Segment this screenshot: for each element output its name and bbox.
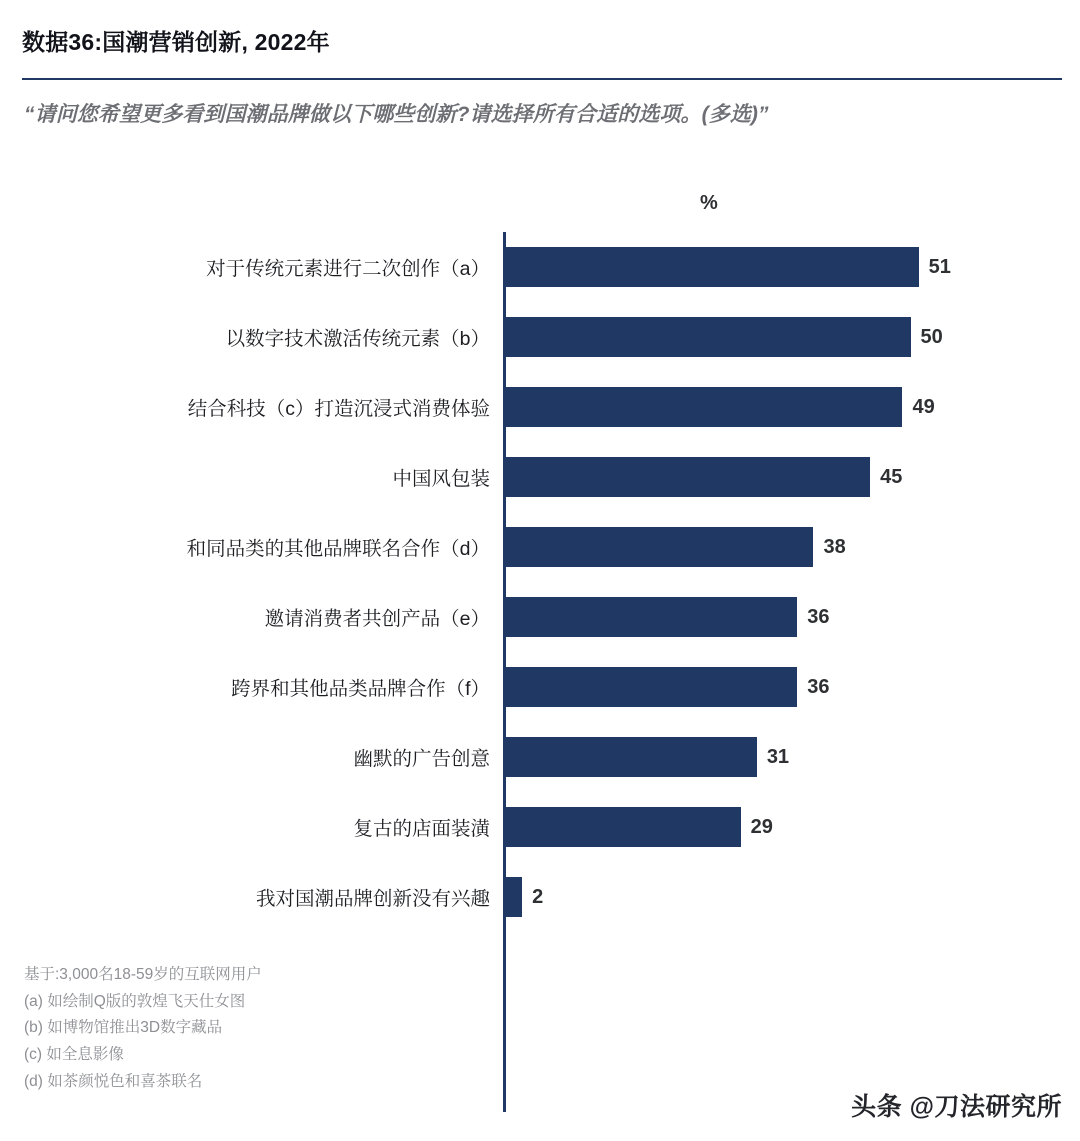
category-label: 复古的店面装潢 <box>353 818 490 840</box>
category-label: 对于传统元素进行二次创作（a） <box>206 258 490 280</box>
bar <box>506 317 911 357</box>
watermark <box>851 1087 1062 1123</box>
bar-value-label: 51 <box>928 256 951 278</box>
footnote-line: (d) 如茶颜悦色和喜茶联名 <box>24 1072 203 1090</box>
bar-row <box>0 442 1080 512</box>
bar <box>506 737 757 777</box>
bar-rows <box>0 232 1080 932</box>
bar-chart <box>0 176 1080 946</box>
bar-container <box>506 722 789 792</box>
bar-value-label: 36 <box>807 606 830 628</box>
axis-unit-label: % <box>700 192 718 214</box>
bar-value-label: 2 <box>532 886 544 908</box>
footnote-line: (b) 如博物馆推出3D数字藏品 <box>24 1019 223 1037</box>
bar <box>506 387 902 427</box>
bar-row <box>0 722 1080 792</box>
bar-value-label: 50 <box>920 326 943 348</box>
category-label: 邀请消费者共创产品（e） <box>264 608 490 630</box>
bar-value-label: 29 <box>750 816 773 838</box>
bar-row <box>0 302 1080 372</box>
category-label: 结合科技（c）打造沉浸式消费体验 <box>187 398 490 420</box>
footnotes <box>24 962 784 1095</box>
watermark-name: 刀法研究所 <box>934 1093 1062 1121</box>
category-label: 我对国潮品牌创新没有兴趣 <box>255 888 490 910</box>
bar <box>506 667 797 707</box>
category-label: 中国风包装 <box>392 468 490 490</box>
bar-value-label: 36 <box>807 676 830 698</box>
bar-row <box>0 372 1080 442</box>
bar-value-label: 38 <box>823 536 846 558</box>
footnote-line: (a) 如绘制Q版的敦煌飞天仕女图 <box>24 992 246 1010</box>
bar-container <box>506 372 935 442</box>
bar-row <box>0 512 1080 582</box>
category-label: 幽默的广告创意 <box>353 748 490 770</box>
bar-container <box>506 582 830 652</box>
footnote-line: 基于:3,000名18-59岁的互联网用户 <box>24 966 262 983</box>
bar <box>506 807 741 847</box>
bar-container <box>506 302 943 372</box>
title-divider <box>22 78 1062 80</box>
bar-row <box>0 232 1080 302</box>
bar-value-label: 45 <box>880 466 903 488</box>
footnote-line: (c) 如全息影像 <box>24 1045 124 1063</box>
category-label: 跨界和其他品类品牌合作（f） <box>231 678 490 700</box>
bar <box>506 457 870 497</box>
category-label: 以数字技术激活传统元素（b） <box>225 328 490 350</box>
bar-container <box>506 652 830 722</box>
watermark-prefix: 头条 @ <box>851 1093 935 1121</box>
page-title: 数据36:国潮营销创新, 2022年 <box>22 29 330 55</box>
category-label: 和同品类的其他品牌联名合作（d） <box>186 538 490 560</box>
bar-row <box>0 862 1080 932</box>
bar-container <box>506 442 902 512</box>
bar-container <box>506 232 951 302</box>
bar-container <box>506 792 773 862</box>
bar-row <box>0 792 1080 862</box>
bar <box>506 877 522 917</box>
bar-row <box>0 582 1080 652</box>
bar-value-label: 49 <box>912 396 935 418</box>
bar-container <box>506 512 846 582</box>
chart-subtitle: “请问您希望更多看到国潮品牌做以下哪些创新?请选择所有合适的选项。(多选)” <box>24 103 769 126</box>
bar-row <box>0 652 1080 722</box>
bar-container <box>506 862 543 932</box>
bar <box>506 597 797 637</box>
bar-value-label: 31 <box>766 746 790 768</box>
bar <box>506 527 813 567</box>
bar <box>506 247 919 287</box>
